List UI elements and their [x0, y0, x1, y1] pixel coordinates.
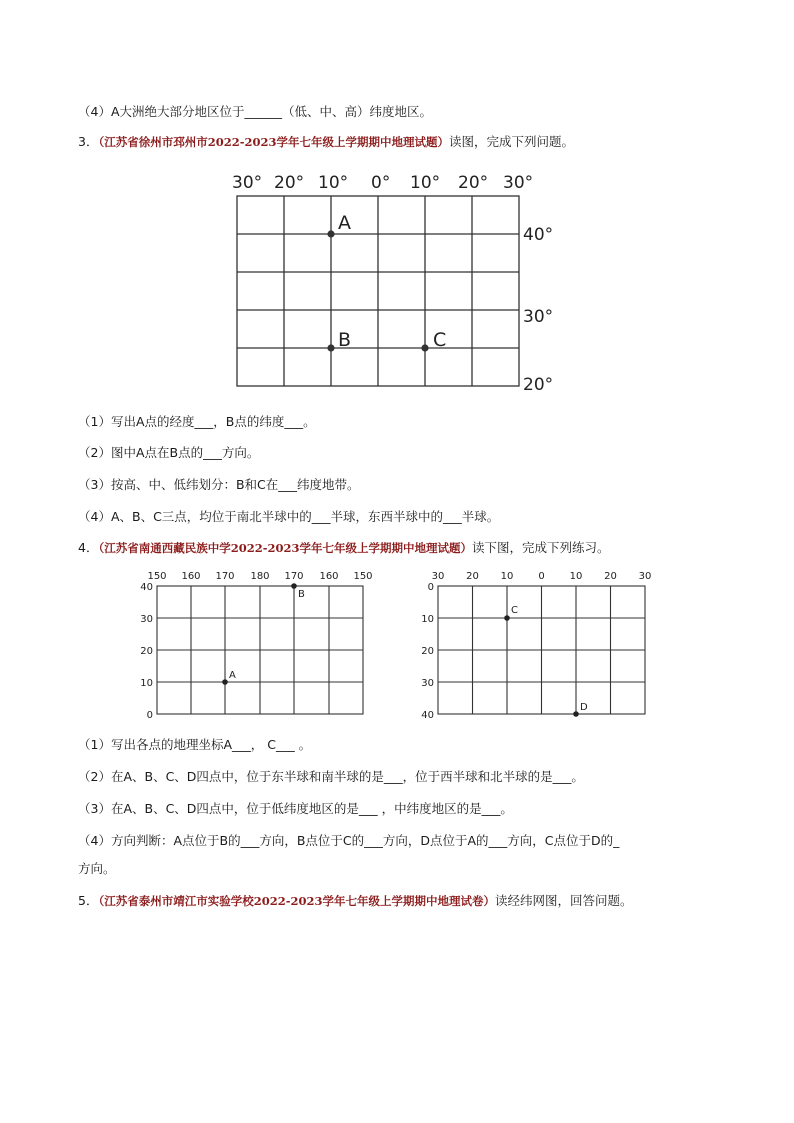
- q4-right-top-label: 20: [466, 571, 479, 582]
- q4-left-top-label: 150: [353, 571, 373, 582]
- q4-right-top-label: 30: [431, 571, 445, 582]
- q3-grid-map: [0, 160, 794, 400]
- q4-right-side-label: 40: [421, 710, 434, 721]
- q4-left-top-label: 160: [319, 571, 339, 582]
- q3-top-label: 10°: [410, 173, 441, 193]
- q3-right-label: 20°: [523, 375, 554, 395]
- q3-grid-lines: [237, 196, 519, 386]
- q4-item-3: （3）在A、B、C、D四点中，位于低纬度地区的是___ ，中纬度地区的是___。: [78, 801, 513, 816]
- q3-top-label: 30°: [232, 173, 263, 193]
- q4-left-map: [140, 571, 372, 721]
- q4-item-1: （1）写出各点的地理坐标A___， C___ 。: [78, 737, 312, 752]
- q4-right-top-label: 0: [538, 571, 545, 582]
- q4-left-top-label: 180: [250, 571, 270, 582]
- q4-point-label: A: [229, 670, 236, 681]
- q3-top-label: 30°: [503, 173, 534, 193]
- q4-source: （江苏省南通西藏民族中学2022-2023学年七年级上学期期中地理试题）: [98, 541, 472, 555]
- q4-left-side-label: 40: [140, 582, 153, 593]
- q3-point-c-dot: [421, 344, 428, 351]
- q3-top-label: 10°: [318, 173, 349, 193]
- q3-item-4: （4）A、B、C三点，均位于南北半球中的___半球，东西半球中的___半球。: [78, 509, 500, 524]
- q3-header: [78, 134, 574, 150]
- q5-source: （江苏省泰州市靖江市实验学校2022-2023学年七年级上学期期中地理试卷）: [98, 894, 495, 908]
- q2-item-4: （4）A大洲绝大部分地区位于______（低、中、高）纬度地区。: [78, 104, 433, 119]
- q4-point-label: C: [511, 605, 518, 616]
- q3-point-label: C: [433, 329, 447, 351]
- q4-point-a-dot: [222, 679, 228, 685]
- q4-left-side-label: 30: [140, 614, 153, 625]
- q3-right-label: 40°: [523, 225, 554, 245]
- q3-source: （江苏省徐州市邳州市2022-2023学年七年级上学期期中地理试题）: [98, 135, 449, 149]
- q4-right-side-label: 30: [421, 678, 434, 689]
- q3-top-label: 20°: [274, 173, 305, 193]
- q4-item-4-cont: 方向。: [78, 861, 116, 876]
- q4-left-side-label: 10: [140, 678, 153, 689]
- q4-point-label: D: [580, 702, 588, 713]
- q4-left-top-label: 170: [284, 571, 304, 582]
- q4-number: 4．: [78, 540, 99, 555]
- q5-instruction: 读经纬网图，回答问题。: [495, 893, 633, 908]
- q4-item-4: （4）方向判断：A点位于B的___方向，B点位于C的___方向，D点位于A的___方向，C点位于D的_: [78, 833, 620, 848]
- q4-right-side-label: 10: [421, 614, 434, 625]
- q3-item-3: （3）按高、中、低纬划分：B和C在___纬度地带。: [78, 477, 360, 492]
- q5-header: [78, 893, 633, 909]
- q3-instruction: 读图，完成下列问题。: [449, 134, 575, 149]
- q3-point-label: B: [338, 329, 352, 351]
- q4-right-top-label: 20: [604, 571, 617, 582]
- q4-left-top-label: 150: [147, 571, 167, 582]
- q4-right-side-label: 0: [427, 582, 434, 593]
- q4-point-b-dot: [291, 583, 297, 589]
- q5-number: 5．: [78, 893, 99, 908]
- q4-left-top-label: 160: [181, 571, 201, 582]
- q4-grid-maps: [0, 566, 794, 726]
- q4-left-side-label: 20: [140, 646, 153, 657]
- q4-right-side-label: 20: [421, 646, 434, 657]
- q4-left-side-label: 0: [146, 710, 153, 721]
- q3-right-label: 30°: [523, 307, 554, 327]
- q4-right-map: [421, 571, 651, 721]
- q4-point-d-dot: [573, 711, 579, 717]
- q3-point-b-dot: [327, 344, 334, 351]
- q3-top-label: 0°: [371, 173, 391, 193]
- q4-right-top-label: 10: [500, 571, 514, 582]
- q3-point-a-dot: [327, 230, 334, 237]
- q4-right-top-label: 30: [638, 571, 652, 582]
- q3-item-1: （1）写出A点的经度___，B点的纬度___。: [78, 414, 316, 429]
- q3-point-label: A: [338, 212, 351, 234]
- q4-left-top-label: 170: [215, 571, 235, 582]
- q3-top-label: 20°: [458, 173, 489, 193]
- q3-number: 3．: [78, 134, 99, 149]
- q4-point-label: B: [298, 589, 305, 600]
- q4-header: [78, 540, 610, 556]
- q4-right-top-label: 10: [569, 571, 583, 582]
- q3-item-2: （2）图中A点在B点的___方向。: [78, 445, 260, 460]
- q4-item-2: （2）在A、B、C、D四点中，位于东半球和南半球的是___，位于西半球和北半球的是___。: [78, 769, 584, 784]
- q4-instruction: 读下图，完成下列练习。: [472, 540, 610, 555]
- q4-point-c-dot: [504, 615, 510, 621]
